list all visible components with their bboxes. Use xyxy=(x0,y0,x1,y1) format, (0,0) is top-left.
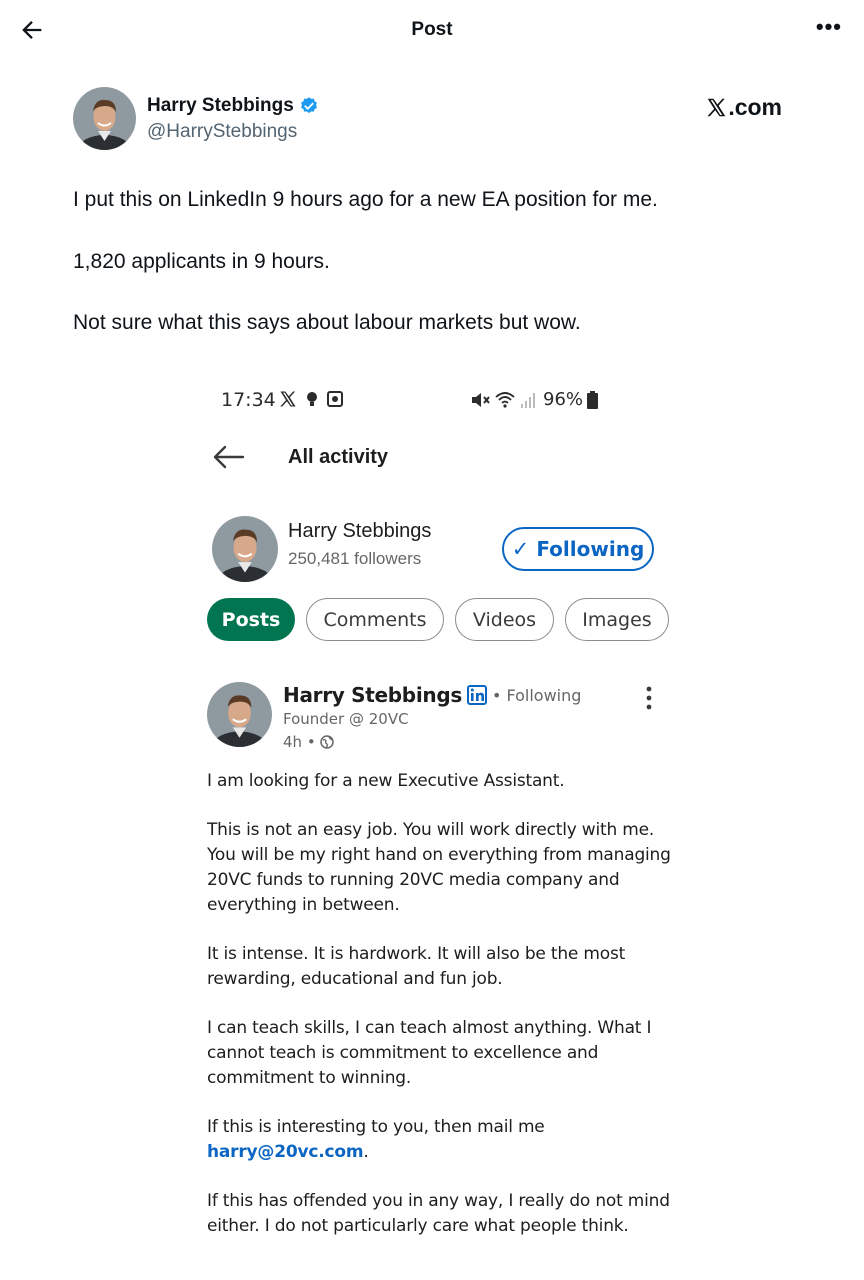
activity-back-arrow-icon[interactable] xyxy=(213,444,245,470)
tab-videos[interactable]: Videos xyxy=(455,598,554,641)
author-name[interactable]: Harry Stebbings xyxy=(147,95,294,116)
checkmark-icon: ✓ xyxy=(511,537,530,561)
author-name-row xyxy=(147,95,319,117)
battery-percentage: 96% xyxy=(543,389,584,410)
post-author-row xyxy=(283,683,581,707)
post-paragraph: This is not an easy job. You will work directly with me. You will be my right hand on everything from managing 20VC funds to running 20VC media company and everything in between. xyxy=(207,820,671,915)
verified-badge-icon xyxy=(299,96,319,116)
activity-title: All activity xyxy=(288,446,389,468)
post-age: 4h • xyxy=(283,733,316,751)
email-suffix: . xyxy=(363,1142,369,1162)
bulb-icon xyxy=(305,390,319,408)
phone-status-bar xyxy=(221,389,601,411)
post-paragraph: I am looking for a new Executive Assistant. xyxy=(207,771,565,791)
profile-followers-count: 250,481 followers xyxy=(288,549,422,568)
post-paragraph: If this has offended you in any way, I really do not mind either. I do not particularly care what people think. xyxy=(207,1191,670,1236)
tweet-line: 1,820 applicants in 9 hours. xyxy=(73,250,330,273)
tab-images[interactable]: Images xyxy=(565,598,669,641)
x-notification-icon xyxy=(279,390,297,408)
post-author-headline: Founder @ 20VC xyxy=(283,710,409,728)
camera-icon xyxy=(327,391,343,407)
more-options-icon[interactable]: ••• xyxy=(815,14,842,39)
post-following-label: • Following xyxy=(491,685,582,705)
signal-icon xyxy=(519,391,539,409)
battery-icon xyxy=(587,391,598,409)
top-bar xyxy=(0,0,864,62)
wifi-icon xyxy=(495,391,515,409)
notification-icons xyxy=(279,390,343,408)
post-paragraph: It is intense. It is hardwork. It will also be the most rewarding, educational and fun job. xyxy=(207,944,626,989)
profile-name[interactable]: Harry Stebbings xyxy=(288,520,432,542)
status-time: 17:34 xyxy=(221,389,276,411)
post-paragraph-email xyxy=(207,1115,677,1165)
author-avatar[interactable] xyxy=(73,87,136,150)
x-logo-icon xyxy=(706,97,727,118)
x-com-watermark xyxy=(706,94,782,121)
post-paragraph: I can teach skills, I can teach almost anything. What I cannot teach is commitment to excellence and commitment to winning. xyxy=(207,1018,652,1088)
mute-icon xyxy=(471,391,491,409)
x-com-label: .com xyxy=(728,94,782,120)
tweet-line: I put this on LinkedIn 9 hours ago for a new EA position for me. xyxy=(73,188,658,211)
following-button-label: Following xyxy=(536,537,645,561)
linkedin-premium-icon xyxy=(467,685,487,705)
author-handle[interactable]: @HarryStebbings xyxy=(147,121,298,142)
post-meta xyxy=(283,733,334,751)
profile-avatar[interactable] xyxy=(212,516,278,582)
tweet-line: Not sure what this says about labour markets but wow. xyxy=(73,311,581,334)
tab-comments[interactable]: Comments xyxy=(306,598,444,641)
system-icons xyxy=(471,389,598,410)
post-author-name[interactable]: Harry Stebbings xyxy=(283,683,462,707)
post-paragraph-text: If this is interesting to you, then mail me xyxy=(207,1117,545,1137)
tab-posts[interactable]: Posts xyxy=(207,598,295,641)
globe-icon xyxy=(320,735,334,749)
post-overflow-menu-icon[interactable] xyxy=(640,685,658,711)
page-title: Post xyxy=(411,19,453,40)
post-author-avatar[interactable] xyxy=(207,682,272,747)
following-button[interactable] xyxy=(502,527,654,571)
email-link[interactable]: harry@20vc.com xyxy=(207,1142,364,1162)
